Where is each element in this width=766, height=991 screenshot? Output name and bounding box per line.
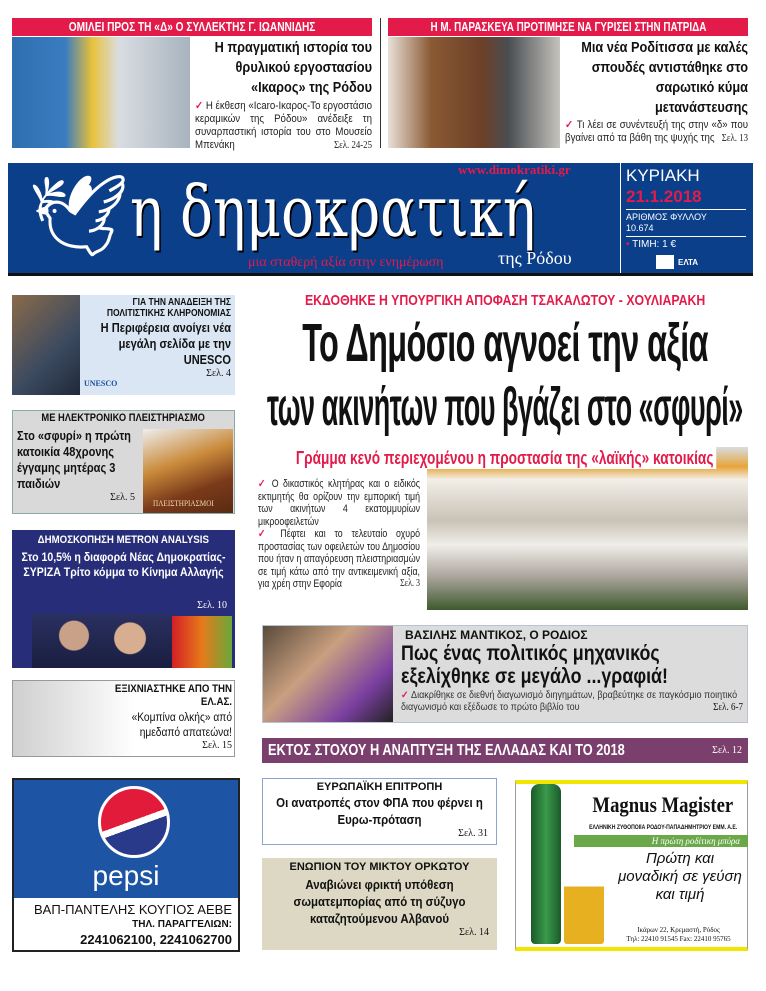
page-ref: Σελ. 4 xyxy=(206,368,231,379)
teaser-kicker: ΟΜΙΛΕΙ ΠΡΟΣ ΤΗ «Δ» Ο ΣΥΛΛΕΚΤΗΣ Γ. ΙΩΑΝΝΙΔΗΣ xyxy=(68,19,316,34)
story-text xyxy=(401,628,743,714)
main-subhead: Γράμμα κενό περιεχομένου η προστασία της «λαϊκής» κατοικίας xyxy=(293,447,717,469)
page-ref: Σελ. 3 xyxy=(400,578,420,589)
divider xyxy=(380,18,381,148)
story-headline: Στο «σφυρί» η πρώτη κατοικία 48χρονης έγγαμης μητέρας 3 παιδιών xyxy=(17,428,131,491)
check-icon: ✓ xyxy=(401,690,412,701)
page-ref: Σελ. 15 xyxy=(202,740,232,751)
story-kicker: ΕΝΩΠΙΟΝ ΤΟΥ ΜΙΚΤΟΥ ΟΡΚΩΤΟΥ xyxy=(289,861,470,873)
teaser-kicker: Η Μ. ΠΑΡΑΣΚΕΥΑ ΠΡΟΤΙΜΗΣΕ ΝΑ ΓΥΡΙΣΕΙ ΣΤΗΝ ΠΑΤΡΙΔΑ xyxy=(430,19,706,34)
story-headline: Η Περιφέρεια ανοίγει νέα μεγάλη σελίδα με την UNESCO xyxy=(100,320,231,367)
pepsi-globe-icon xyxy=(98,786,170,858)
magnus-ad[interactable] xyxy=(515,780,748,951)
teaser-kicker-bar xyxy=(12,18,372,36)
book-title-wrap xyxy=(153,499,221,509)
pepsi-logo: pepsi xyxy=(92,860,160,891)
check-icon: ✓ xyxy=(565,119,577,131)
story-body: Διακρίθηκε σε διεθνή διαγωνισμό διηγημάτων, βραβεύτηκε σε παγκόσμιο ποιητικό διαγωνισμό και εξέδωσε το πρώτο βιβλίο του xyxy=(401,690,738,713)
economy-story[interactable] xyxy=(262,738,748,763)
mantikos-story[interactable] xyxy=(262,625,748,723)
page-ref: Σελ. 13 xyxy=(721,133,748,144)
ad-company-wrap xyxy=(578,824,748,832)
story-kicker: ΓΙΑ ΤΗΝ ΑΝΑΔΕΙΞΗ ΤΗΣ ΠΟΛΙΤΙΣΤΙΚΗΣ ΚΛΗΡΟΝΟΜΙΑΣ xyxy=(106,297,231,319)
story-headline: Στο 10,5% η διαφορά Νέας Δημοκρατίας-ΣΥΡΙΖΑ Τρίτο κόμμα το Κίνημα Αλλαγής xyxy=(21,550,226,579)
issue-date: 21.1.2018 xyxy=(626,187,702,206)
beer-bottle-image xyxy=(531,784,561,944)
check-icon: ✓ xyxy=(258,528,281,540)
page-ref: Σελ. 5 xyxy=(110,492,135,503)
main-bullet: Ο δικαστικός κλητήρας και ο ειδικός εκτιμητής θα ορίζουν την εμπορική τιμή των ακινήτων 4 εκατομμυρίων μικροοφειλετών xyxy=(258,478,420,528)
postal-stamp-icon xyxy=(656,255,674,269)
issue-number-box xyxy=(626,209,746,234)
story-kicker: ΒΑΣΙΛΗΣ ΜΑΝΤΙΚΟΣ, Ο ΡΟΔΙΟΣ xyxy=(405,628,588,642)
dove-logo-icon: 🕊 xyxy=(28,171,130,260)
eu-story[interactable] xyxy=(262,778,497,845)
slogan: μια σταθερή αξία στην ενημέρωση xyxy=(248,255,444,270)
politicians-photo xyxy=(32,614,172,668)
story-text xyxy=(82,297,231,380)
main-subhead-wrap xyxy=(258,447,752,469)
issue-number: 10.674 xyxy=(626,223,654,233)
main-headline-line2-wrap xyxy=(262,376,748,438)
main-headline-line2[interactable]: των ακινήτων που βγάζει στο «σφυρί» xyxy=(267,377,743,437)
court-story[interactable] xyxy=(262,858,497,950)
ad-address: Ικάρων 22, Κρεμαστή, Ρόδος xyxy=(637,926,720,934)
book-title: ΠΛΕΙΣΤΗΡΙΑΣΜΟΙ xyxy=(153,499,214,508)
newspaper-title: η δημοκρατική xyxy=(130,171,536,253)
elta-logo: ΕΛΤΑ xyxy=(678,258,699,267)
teaser-headline[interactable]: Η πραγματική ιστορία του θρυλικού εργοστασίου «Ικαρος» της Ρόδου xyxy=(214,39,372,96)
magnus-logo: Magnus Magister xyxy=(592,792,734,817)
ad-slogan: Πρώτη και μοναδική σε γεύση και τιμή xyxy=(618,850,742,903)
beer-glass-image xyxy=(564,874,604,944)
ad-phones: 2241062100, 2241062700 xyxy=(80,932,232,947)
page-ref: Σελ. 31 xyxy=(458,828,488,839)
story-headline-wrap xyxy=(268,741,714,760)
story-headline: Οι ανατροπές στον ΦΠΑ που φέρνει η Ευρω-πρόταση xyxy=(276,795,483,827)
page-ref: Σελ. 10 xyxy=(197,600,227,611)
official-photo xyxy=(12,295,80,395)
story-kicker-wrap xyxy=(12,534,235,547)
page-ref: Σελ. 14 xyxy=(459,927,489,938)
issue-label: ΑΡΙΘΜΟΣ ΦΥΛΛΟΥ xyxy=(626,212,707,222)
ad-phones: Τηλ: 22410 91545 Fax: 22410 95765 xyxy=(626,935,731,943)
auction-story[interactable] xyxy=(12,410,235,514)
ad-company: ΒΑΠ-ΠΑΝΤΕΛΗΣ ΚΟΥΓΙΟΣ ΑΕΒΕ xyxy=(34,902,232,917)
main-bullet: Πέφτει και το τελευταίο οχυρό προστασίας των οφειλετών του Δημοσίου που ήταν η απαγόρευση πλειστηριασμών σε τιμή κάτω από την αντικειμενική αξία, για χρέη στην Εφορία xyxy=(258,528,421,590)
story-kicker: ΕΥΡΩΠΑΪΚΗ ΕΠΙΤΡΟΠΗ xyxy=(316,781,443,793)
teaser-kicker-bar xyxy=(388,18,748,36)
story-text xyxy=(94,683,232,752)
collector-photo xyxy=(12,37,190,148)
page-ref: Σελ. 24-25 xyxy=(333,140,372,151)
check-icon: ✓ xyxy=(258,478,272,490)
story-headline: Πως ένας πολιτικός μηχανικός εξελίχθηκε σε μεγάλο ...γραφιά! xyxy=(401,642,668,688)
pepsi-ad[interactable] xyxy=(12,778,240,952)
apartment-photo xyxy=(427,447,748,610)
story-text xyxy=(17,428,141,504)
woman-photo xyxy=(388,37,560,148)
ad-company: ΕΛΛΗΝΙΚΗ ΖΥΘΟΠΟΙΪΑ ΡΟΔΟΥ-ΠΑΠΑΔΗΜΗΤΡΙΟΥ ΕΜΜ. Α.Ε. xyxy=(588,825,738,831)
main-headline-line1-wrap xyxy=(262,312,748,374)
teaser-body: Η έκθεση «Icaro-Ικαρος-Το εργοστάσιο κεραμικών της Ρόδου» ανέδειξε τη συναρπαστική ιστορία του στο Μουσείο Μπενάκη xyxy=(195,100,372,151)
website-link[interactable]: www.dimokratiki.gr xyxy=(458,162,571,177)
story-headline: «Κομπίνα ολκής» από ημεδαπό απατεώνα! xyxy=(131,710,232,739)
story-kicker: ΔΗΜΟΣΚΟΠΗΣΗ METRON ANALYSIS xyxy=(37,534,210,546)
ad-phone-label: ΤΗΛ. ΠΑΡΑΓΓΕΛΙΩΝ: xyxy=(132,919,232,930)
price: • ΤΙΜΗ: 1 € xyxy=(626,236,746,251)
story-kicker: ΜΕ ΗΛΕΚΤΡΟΝΙΚΟ ΠΛΕΙΣΤΗΡΙΑΣΜΟ xyxy=(41,412,206,424)
unesco-logo: UNESCO xyxy=(84,379,118,388)
story-headline: Αναβιώνει φρικτή υπόθεση σωματεμπορίας από τη σύζυγο καταζητούμενου Αλβανού xyxy=(293,877,466,926)
page-ref: Σελ. 6-7 xyxy=(713,702,743,713)
poll-story[interactable] xyxy=(12,530,235,668)
divider xyxy=(620,163,621,273)
mantikos-photo xyxy=(263,626,393,722)
magnus-logo-wrap xyxy=(578,792,748,818)
story-kicker: ΕΞΙΧΝΙΑΣΤΗΚΕ ΑΠΟ ΤΗΝ ΕΛ.ΑΣ. xyxy=(114,683,232,708)
unesco-story[interactable] xyxy=(12,295,235,395)
main-headline-line1[interactable]: Το Δημόσιο αγνοεί την αξία xyxy=(302,313,708,373)
teaser-body: Τι λέει σε συνέντευξή της στην «δ» που βγαίνει από τα βάθη της ψυχής της xyxy=(565,119,748,144)
newspaper-title-wrap xyxy=(130,171,650,253)
teaser-headline[interactable]: Μια νέα Ροδίτισσα με καλές σπουδές αντιστάθηκε στο σαρωτικό κύμα μετανάστευσης xyxy=(581,39,748,116)
poll-figures-image xyxy=(172,616,232,668)
teaser-text[interactable] xyxy=(565,38,748,145)
story-headline: ΕΚΤΟΣ ΣΤΟΧΟΥ Η ΑΝΑΠΤΥΞΗ ΤΗΣ ΕΛΛΑΔΑΣ ΚΑΙ ΤΟ 2018 xyxy=(268,742,625,759)
price-text: ΤΙΜΗ: 1 € xyxy=(632,239,677,250)
fraud-story[interactable] xyxy=(12,680,235,757)
teaser-text[interactable] xyxy=(195,38,372,152)
page-ref: Σελ. 12 xyxy=(712,745,742,756)
issue-day: ΚΥΡΙΑΚΗ xyxy=(626,166,700,185)
check-icon: ✓ xyxy=(195,100,206,112)
newspaper-subtitle: της Ρόδου xyxy=(498,248,572,268)
main-kicker-wrap xyxy=(262,292,748,310)
masthead xyxy=(8,163,753,276)
story-kicker-wrap xyxy=(13,412,234,425)
main-kicker: ΕΚΔΟΘΗΚΕ Η ΥΠΟΥΡΓΙΚΗ ΑΠΟΦΑΣΗ ΤΣΑΚΑΛΩΤΟΥ - ΧΟΥΛΙΑΡΑΚΗ xyxy=(304,292,706,309)
ad-tagline: Η πρώτη ροδίτικη μπύρα xyxy=(574,835,748,847)
